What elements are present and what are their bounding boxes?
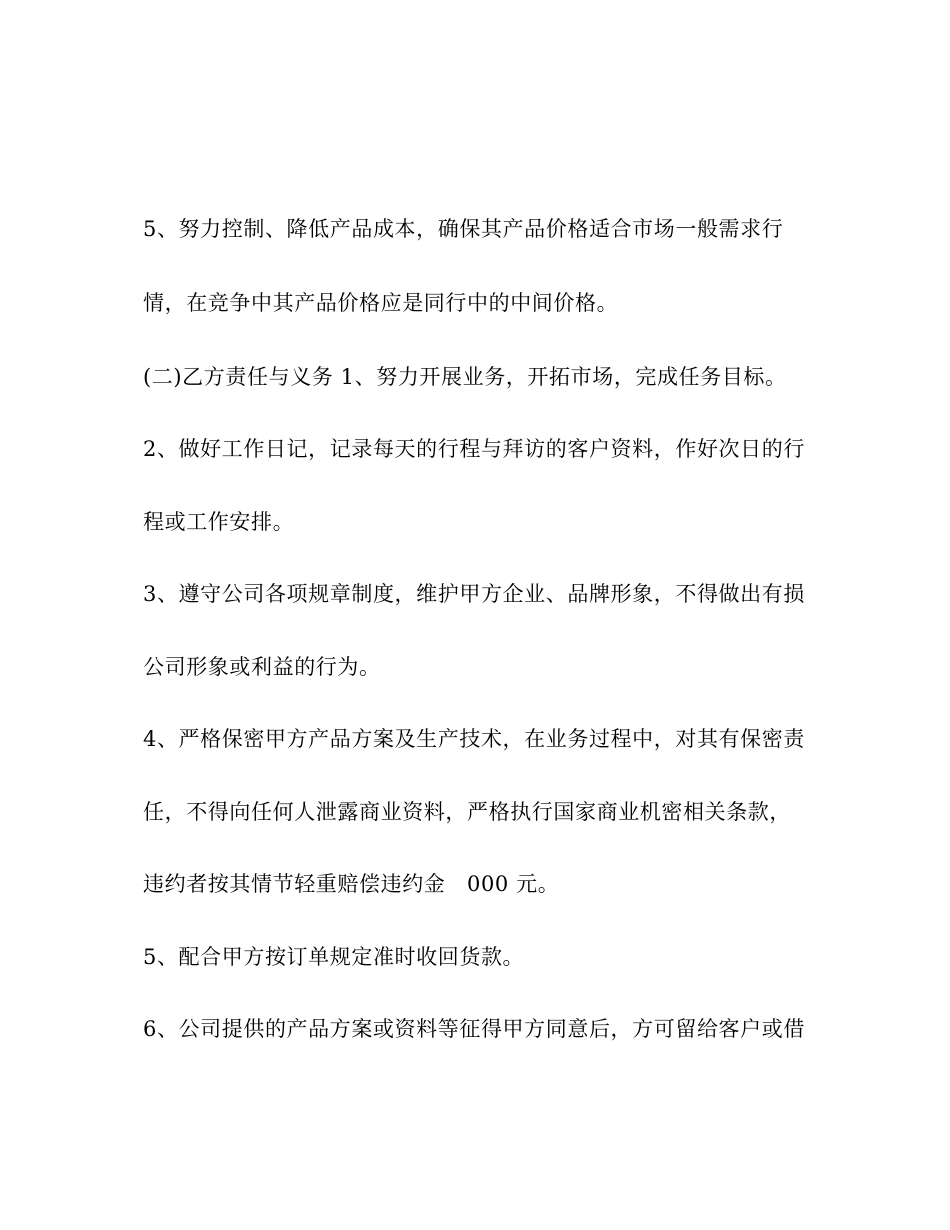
- text-line: 公司形象或利益的行为。: [143, 655, 381, 679]
- text-line: 2、做好工作日记，记录每天的行程与拜访的客户资料，作好次日的行: [143, 437, 805, 461]
- text-line: 6、公司提供的产品方案或资料等征得甲方同意后，方可留给客户或借: [143, 1017, 805, 1041]
- text-line: 违约者按其情节轻重赔偿违约金 000 元。: [143, 872, 560, 896]
- text-line: 任，不得向任何人泄露商业资料，严格执行国家商业机密相关条款，: [143, 800, 791, 824]
- text-line: 3、遵守公司各项规章制度，维护甲方企业、品牌形象，不得做出有损: [143, 582, 805, 606]
- text-line: (二)乙方责任与义务 1、努力开展业务，开拓市场，完成任务目标。: [143, 365, 787, 389]
- text-line: 5、努力控制、降低产品成本，确保其产品价格适合市场一般需求行: [143, 217, 784, 241]
- text-line: 程或工作安排。: [143, 510, 295, 534]
- text-line: 情，在竞争中其产品价格应是同行中的中间价格。: [143, 291, 619, 315]
- text-line: 4、严格保密甲方产品方案及生产技术，在业务过程中，对其有保密责: [143, 727, 805, 751]
- text-line: 5、配合甲方按订单规定准时收回货款。: [143, 945, 525, 969]
